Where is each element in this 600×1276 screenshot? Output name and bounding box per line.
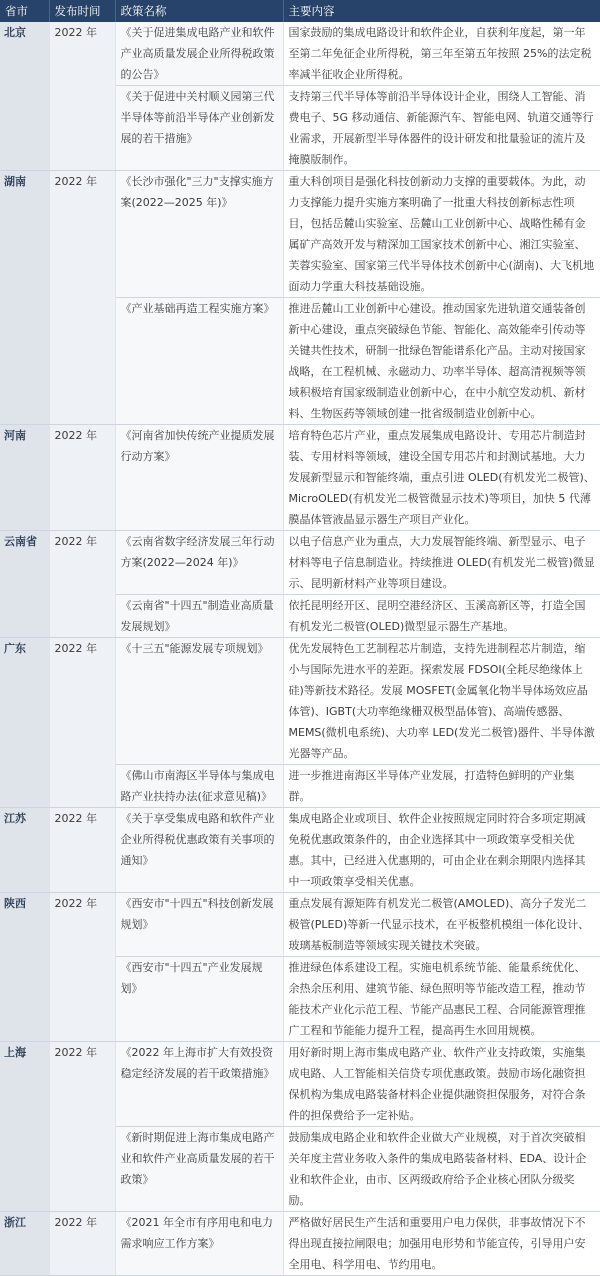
province-label: 河南 [4, 429, 26, 442]
policy-name-cell: 《西安市"十四五"科技创新发展规划》 [115, 893, 283, 957]
policy-name-cell: 《新时期促进上海市集成电路产业和软件产业高质量发展的若干政策》 [115, 1127, 283, 1212]
policy-content-cell: 进一步推进南海区半导体产业发展，打造特色鲜明的产业集群。 [283, 765, 600, 808]
table-row [0, 425, 600, 531]
policy-name-cell: 《十三五"能源发展专项规划》 [115, 638, 283, 765]
policy-content-cell: 重点发展有源矩阵有机发光二极管(AMOLED)、高分子发光二极管(PLED)等新一代显示技术，在平板整机模组一体化设计、玻璃基板制造等领域实现关键技术突破。 [283, 893, 600, 957]
year-label: 2022 年 [54, 429, 97, 442]
policy-name-cell: 《佛山市南海区半导体与集成电路产业扶持办法(征求意见稿)》 [115, 765, 283, 808]
year-label: 2022 年 [54, 642, 97, 655]
year-cell [49, 893, 115, 1042]
header-province: 省市 [0, 0, 49, 22]
table-row [0, 1212, 600, 1276]
province-cell [0, 893, 49, 1042]
year-cell [49, 531, 115, 638]
year-cell [49, 22, 115, 171]
province-cell [0, 531, 49, 638]
year-cell [49, 425, 115, 531]
table-row [0, 893, 600, 957]
table-row [0, 1042, 600, 1127]
policy-content-cell: 以电子信息产业为重点，大力发展智能终端、新型显示、电子材料等电子信息制造业。持续推进 OLED(有机发光二极管)微显示、昆明新材料产业等项目建设。 [283, 531, 600, 595]
province-cell [0, 1212, 49, 1276]
policy-content-cell: 培育特色芯片产业，重点发展集成电路设计、专用芯片制造封装、专用材料等领域，建设全国专用芯片和封测试基地。大力发展新型显示和智能终端，重点引进 OLED(有机发光二极管)、MicroOLED(有机发光二极管微显示技术)等项目，加快 5 代薄膜晶体管液晶显示器生产项目产业化。 [283, 425, 600, 531]
province-label: 广东 [4, 642, 26, 655]
table-row [0, 171, 600, 298]
table-row [0, 531, 600, 595]
year-label: 2022 年 [54, 1216, 97, 1229]
policy-name-cell: 《长沙市强化"三力"支撑实施方案(2022—2025 年)》 [115, 171, 283, 298]
policy-name-cell: 《产业基础再造工程实施方案》 [115, 298, 283, 425]
year-label: 2022 年 [54, 175, 97, 188]
policy-name-cell: 《云南省"十四五"制造业高质量发展规划》 [115, 595, 283, 638]
year-label: 2022 年 [54, 26, 97, 39]
province-cell [0, 22, 49, 171]
year-label: 2022 年 [54, 897, 97, 910]
policy-name-cell: 《河南省加快传统产业提质发展行动方案》 [115, 425, 283, 531]
policy-content-cell: 优先发展特色工艺制程芯片制造，支持先进制程芯片制造，缩小与国际先进水平的差距。探索发展 FDSOI(全耗尽绝缘体上硅)等新技术路径。发展 MOSFET(金属氧化物半导体场效应晶体管)、IGBT(大功率绝缘栅双极型晶体管)、高端传感器、MEMS(微机电系统)、大功率 LED(发光二极管)器件、半导体激光器等产品。 [283, 638, 600, 765]
province-label: 浙江 [4, 1216, 26, 1229]
year-label: 2022 年 [54, 812, 97, 825]
province-cell [0, 808, 49, 893]
header-content: 主要内容 [283, 0, 600, 22]
province-label: 陕西 [4, 897, 26, 910]
header-year: 发布时间 [49, 0, 115, 22]
province-cell [0, 171, 49, 425]
policy-content-cell: 国家鼓励的集成电路设计和软件企业，自获利年度起，第一年至第二年免征企业所得税，第三年至第五年按照 25%的法定税率减半征收企业所得税。 [283, 22, 600, 86]
year-cell [49, 808, 115, 893]
province-label: 云南省 [4, 535, 37, 548]
table-row [0, 808, 600, 893]
policy-content-cell: 推进岳麓山工业创新中心建设。推动国家先进轨道交通装备创新中心建设，重点突破绿色节能、智能化、高效能牵引传动等关键共性技术，研制一批绿色智能谱系化产品。主动对接国家战略，在工程机械、永磁动力、功率半导体、超高清视频等领域积极培育国家级制造业创新中心，在中小航空发动机、新材料、生物医药等领域创建一批省级制造业创新中心。 [283, 298, 600, 425]
province-label: 北京 [4, 26, 26, 39]
year-cell [49, 171, 115, 425]
year-cell [49, 1212, 115, 1276]
policy-content-cell: 重大科创项目是强化科技创新动力支撑的重要载体。为此，动力支撑能力提升实施方案明确了一批重大科技创新标志性项目，包括岳麓山实验室、岳麓山工业创新中心、战略性稀有金属矿产高效开发与精深加工国家技术创新中心、湘江实验室、芙蓉实验室、国家第三代半导体技术创新中心(湖南)、大飞机地面动力学重大科技基础设施。 [283, 171, 600, 298]
policy-content-cell: 严格做好居民生产生活和重要用户电力保供，非事故情况下不得出现直接拉闸限电；加强用电形势和节能宣传，引导用户安全用电、科学用电、节约用电。 [283, 1212, 600, 1276]
policy-name-cell: 《关于促进中关村顺义园第三代半导体等前沿半导体产业创新发展的若干措施》 [115, 86, 283, 171]
year-cell [49, 638, 115, 808]
policy-content-cell: 鼓励集成电路企业和软件企业做大产业规模，对于首次突破相关年度主营业务收入条件的集成电路装备材料、EDA、设计企业和软件企业，由市、区两级政府给予企业核心团队分级奖励。 [283, 1127, 600, 1212]
province-label: 上海 [4, 1046, 26, 1059]
province-cell [0, 638, 49, 808]
policy-content-cell: 推进绿色体系建设工程。实施电机系统节能、能量系统优化、余热余压利用、建筑节能、绿色照明等节能改造工程，推动节能技术产业化示范工程、节能产品惠民工程、合同能源管理推广工程和节能能力提升工程，提高再生水回用规模。 [283, 957, 600, 1042]
province-label: 江苏 [4, 812, 26, 825]
year-label: 2022 年 [54, 1046, 97, 1059]
policy-content-cell: 集成电路企业或项目、软件企业按照规定同时符合多项定期减免税优惠政策条件的，由企业选择其中一项政策享受相关优惠。其中，已经进入优惠期的，可由企业在剩余期限内选择其中一项政策享受相关优惠。 [283, 808, 600, 893]
policy-content-cell: 依托昆明经开区、昆明空港经济区、玉溪高新区等，打造全国有机发光二极管(OLED)微型显示器生产基地。 [283, 595, 600, 638]
table-body [0, 22, 600, 1276]
header-name: 政策名称 [115, 0, 283, 22]
policy-name-cell: 《西安市"十四五"产业发展规划》 [115, 957, 283, 1042]
table-header [0, 0, 600, 22]
policy-content-cell: 支持第三代半导体等前沿半导体设计企业，围绕人工智能、消费电子、5G 移动通信、新能源汽车、智能电网、轨道交通等行业需求，开展新型半导体器件的设计研发和批量验证的流片及掩膜版制作。 [283, 86, 600, 171]
policy-name-cell: 《2022 年上海市扩大有效投资稳定经济发展的若干政策措施》 [115, 1042, 283, 1127]
table-row [0, 638, 600, 765]
policy-content-cell: 用好新时期上海市集成电路产业、软件产业支持政策，实施集成电路、人工智能相关信贷专项优惠政策。鼓励市场化融资担保机构为集成电路装备材料企业提供融资担保服务，对符合条件的担保费给予一定补贴。 [283, 1042, 600, 1127]
table-row [0, 22, 600, 86]
policy-name-cell: 《云南省数字经济发展三年行动方案(2022—2024 年)》 [115, 531, 283, 595]
policy-name-cell: 《2021 年全市有序用电和电力需求响应工作方案》 [115, 1212, 283, 1276]
year-cell [49, 1042, 115, 1212]
province-label: 湖南 [4, 175, 26, 188]
province-cell [0, 425, 49, 531]
year-label: 2022 年 [54, 535, 97, 548]
header-row [0, 0, 600, 22]
province-cell [0, 1042, 49, 1212]
policy-name-cell: 《关于促进集成电路产业和软件产业高质量发展企业所得税政策的公告》 [115, 22, 283, 86]
policy-name-cell: 《关于享受集成电路和软件产业企业所得税优惠政策有关事项的通知》 [115, 808, 283, 893]
